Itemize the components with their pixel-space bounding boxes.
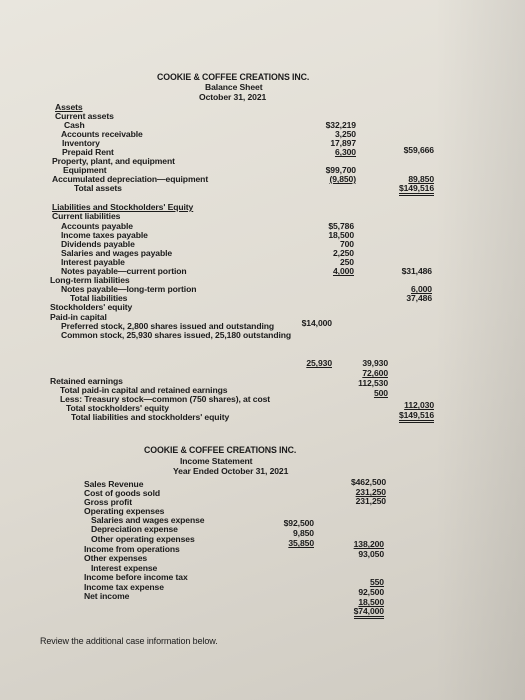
common-value: 25,930	[306, 358, 332, 368]
cogs-label: Cost of goods sold	[84, 488, 161, 498]
interest-expense-label: Interest expense	[91, 563, 158, 573]
current-assets-label: Current assets	[55, 111, 114, 121]
interest-payable-value: 250	[339, 257, 354, 267]
income-before-tax-label: Income before income tax	[84, 572, 188, 582]
income-tax-payable-label: Income taxes payable	[61, 230, 148, 240]
retained-label: Retained earnings	[50, 376, 123, 386]
prepaid-label: Prepaid Rent	[62, 147, 114, 157]
assets-heading: Assets	[55, 102, 83, 112]
depreciation-value: 9,850	[292, 528, 314, 538]
gross-profit-value: 231,250	[355, 496, 386, 506]
total-assets-label: Total assets	[74, 183, 122, 193]
net-ppe-value: 89,850	[408, 174, 434, 184]
cash-label: Cash	[64, 120, 85, 130]
treasury-value: 500	[373, 388, 388, 398]
common-label: Common stock, 25,930 shares issued, 25,180 outstanding	[61, 330, 292, 340]
net-income-value: $74,000	[330, 606, 384, 616]
prepaid-value: 6,300	[334, 147, 356, 157]
opex-label: Operating expenses	[84, 506, 165, 516]
income-ops-label: Income from operations	[84, 544, 180, 554]
is-period: Year Ended October 31, 2021	[173, 466, 289, 476]
interest-expense-value: 550	[369, 577, 384, 587]
preferred-value: $14,000	[301, 318, 332, 328]
salaries-payable-label: Salaries and wages payable	[61, 248, 173, 258]
inventory-value: 17,897	[330, 138, 356, 148]
liab-heading: Liabilities and Stockholders' Equity	[52, 202, 194, 212]
bs-date: October 31, 2021	[199, 92, 267, 102]
income-ops-value: 93,050	[358, 549, 384, 559]
sales-label: Sales Revenue	[84, 479, 144, 489]
ap-label: Accounts payable	[61, 221, 133, 231]
acc-dep-label: Accumulated depreciation—equipment	[52, 174, 209, 184]
total-liab-equity-label: Total liabilities and stockholders' equity	[71, 412, 230, 422]
retained-value: 72,600	[362, 368, 388, 378]
is-company-name: COOKIE & COFFEE CREATIONS INC.	[144, 445, 297, 455]
other-opex-value: 35,850	[288, 538, 314, 548]
footer-note: Review the additional case information below.	[40, 636, 218, 646]
paid-in-label: Paid-in capital	[50, 312, 107, 322]
bs-title: Balance Sheet	[205, 82, 263, 92]
dividends-payable-value: 700	[339, 239, 354, 249]
long-term-label: Long-term liabilities	[50, 275, 130, 285]
equity-label: Stockholders' equity	[50, 302, 133, 312]
preferred-label: Preferred stock, 2,800 shares issued and outstanding	[61, 321, 275, 331]
salaries-payable-value: 2,250	[332, 248, 354, 258]
income-tax-payable-value: 18,500	[328, 230, 354, 240]
current-liab-label: Current liabilities	[52, 211, 121, 221]
depreciation-label: Depreciation expense	[91, 524, 178, 534]
total-liabilities-value: 37,486	[406, 293, 432, 303]
total-paid-in-retained-label: Total paid-in capital and retained earnings	[60, 385, 228, 395]
total-assets-value: $149,516	[380, 183, 434, 193]
sales-value: $462,500	[350, 477, 386, 487]
cogs-value: 231,250	[355, 487, 386, 497]
total-liab-equity-value: $149,516	[380, 410, 434, 420]
treasury-label: Less: Treasury stock—common (750 shares), at cost	[60, 394, 271, 404]
total-liabilities-label: Total liabilities	[70, 293, 128, 303]
page-shadow	[435, 0, 525, 700]
gross-profit-label: Gross profit	[84, 497, 132, 507]
total-equity-value: 112,030	[404, 400, 434, 410]
total-current-assets: $59,666	[403, 145, 434, 155]
other-exp-label: Other expenses	[84, 553, 148, 563]
notes-long-term-label: Notes payable—long-term portion	[61, 284, 197, 294]
salaries-expense-value: $92,500	[283, 518, 314, 528]
total-current-liab: $31,486	[401, 266, 432, 276]
ar-label: Accounts receivable	[61, 129, 143, 139]
total-equity-label: Total stockholders' equity	[66, 403, 169, 413]
total-paid-in-retained-value: 112,530	[358, 378, 388, 388]
acc-dep-value: (9,850)	[329, 174, 356, 184]
inventory-label: Inventory	[62, 138, 100, 148]
equipment-label: Equipment	[63, 165, 107, 175]
ap-value: $5,786	[328, 221, 354, 231]
ppe-label: Property, plant, and equipment	[52, 156, 175, 166]
is-title: Income Statement	[180, 456, 253, 466]
total-paid-in-value: 39,930	[362, 358, 388, 368]
notes-long-term-value: 6,000	[410, 284, 432, 294]
dividends-payable-label: Dividends payable	[61, 239, 135, 249]
salaries-expense-label: Salaries and wages expense	[91, 515, 205, 525]
notes-current-value: 4,000	[332, 266, 354, 276]
bs-company-name: COOKIE & COFFEE CREATIONS INC.	[157, 72, 310, 82]
tax-expense-value: 18,500	[358, 597, 384, 607]
tax-expense-label: Income tax expense	[84, 582, 164, 592]
equipment-value: $99,700	[325, 165, 356, 175]
total-opex-value: 138,200	[353, 539, 384, 549]
notes-current-label: Notes payable—current portion	[61, 266, 187, 276]
income-before-tax-value: 92,500	[358, 587, 384, 597]
ar-value: 3,250	[334, 129, 356, 139]
cash-value: $32,219	[325, 120, 356, 130]
other-opex-label: Other operating expenses	[91, 534, 195, 544]
net-income-label: Net income	[84, 591, 130, 601]
interest-payable-label: Interest payable	[61, 257, 125, 267]
